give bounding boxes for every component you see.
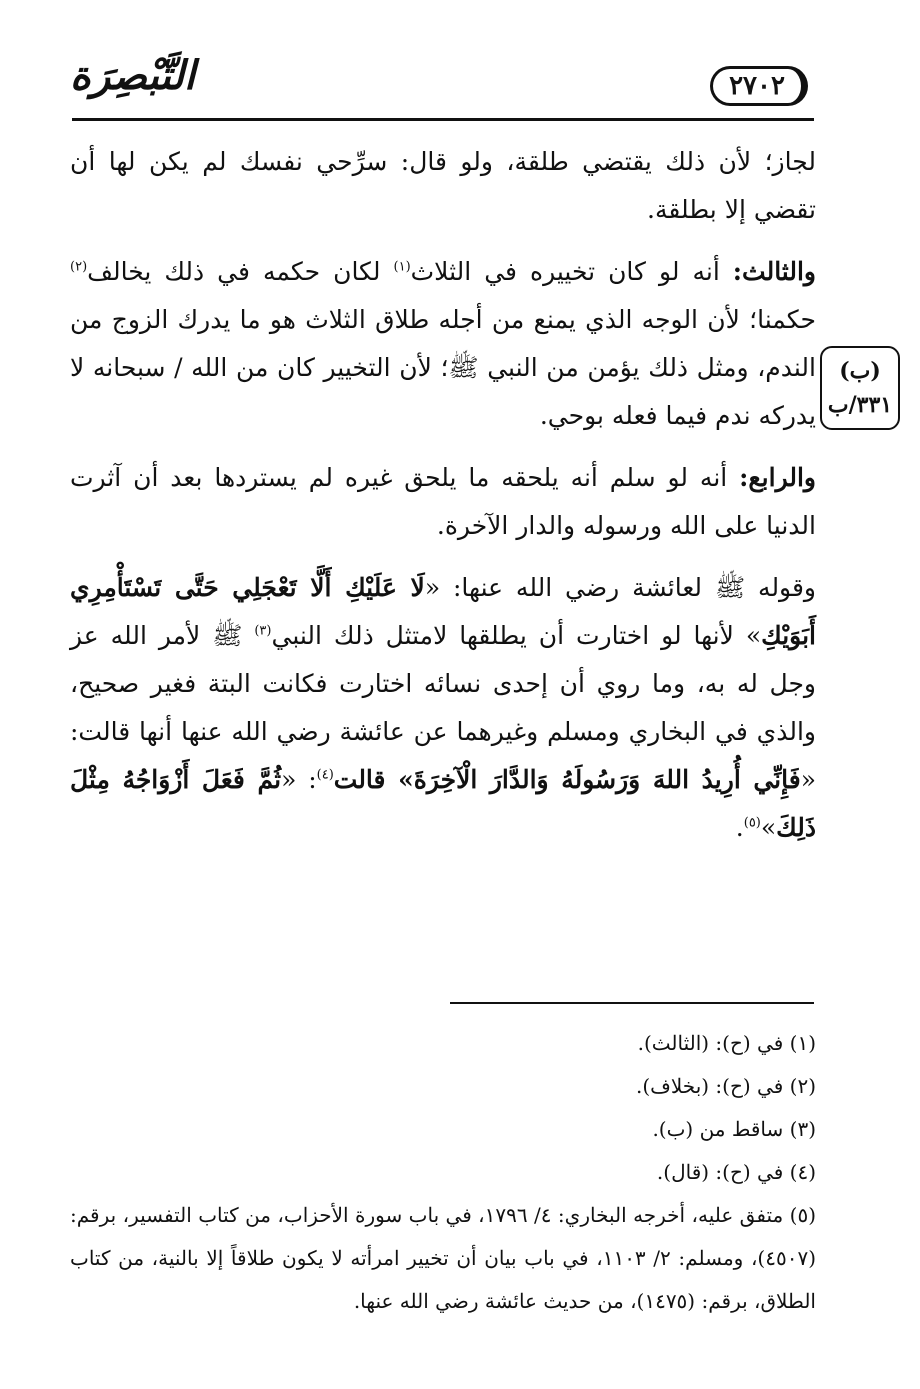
footnote-ref-2: (٢) (70, 259, 88, 275)
paragraph-2 (70, 248, 816, 440)
header-rule (72, 118, 814, 121)
hadith-quote: ثُمَّ فَعَلَ أَزْوَاجُهُ مِثْلَ ذَلِكَ (70, 765, 816, 842)
paragraph-text: أنه لو كان تخييره في الثلاث (410, 257, 733, 286)
footnote-ref-5: (٥) (743, 815, 761, 831)
footnote-2: (٢) في (ح): (بخلاف). (635, 1074, 816, 1098)
paragraph-text: حكمنا؛ لأن الوجه الذي يمنع من أجله طلاق الثلاث هو ما يدرك الزوج من الندم، ومثل ذلك يؤمن من النبي ﷺ؛ لأن التخيير كان من الله / سبحانه لا يدركه ندم فيما فعله بوحي. (70, 305, 816, 430)
paragraph-4 (70, 564, 816, 852)
footnote-ref-1: (١) (393, 259, 411, 275)
paragraph-text: » (760, 813, 777, 842)
paragraph-text: أنه لو سلم أنه يلحقه ما يلحق غيره لم يستردها بعد أن آثرت الدنيا على الله ورسوله والدار الآخرة. (70, 463, 816, 540)
paragraph-text: » لأنها لو اختارت أن يطلقها لامتثل ذلك النبي (271, 621, 762, 650)
paragraph-text: لكان حكمه في ذلك يخالف (87, 257, 394, 286)
paragraph-text: » قالت (333, 765, 414, 794)
paragraph-text: ﷺ لأمر الله عز وجل له به، وما روي أن إحدى نسائه اختارت فكانت البتة فغير صحيح، والذي في البخاري ومسلم وغيرهما عن عائشة رضي الله عنها أنها قالت: « (70, 621, 817, 794)
hadith-quote: فَإِنِّي أُرِيدُ اللهَ وَرَسُولَهُ وَالدَّارَ الْآخِرَةَ (413, 765, 801, 794)
footnote-5: (٥) متفق عليه، أخرجه البخاري: ٤/ ١٧٩٦، في باب سورة الأحزاب، من كتاب التفسير، برقم: (٤٥٠٧)، ومسلم: ٢/ ١١٠٣، في باب بيان أن تخيير امرأته لا يكون طلاقاً إلا بالنية، من كتاب الطلاق، برقم: (١٤٧٥)، من حديث عائشة رضي الله عنها. (70, 1203, 816, 1313)
margin-note-line-2: ٣٣١/ب (827, 392, 893, 418)
footnote-separator (450, 1002, 814, 1004)
footnote-ref-3: (٣) (254, 623, 272, 639)
footnote-ref-4: (٤) (316, 767, 334, 783)
paragraph-text: لجاز؛ لأن ذلك يقتضي طلقة، ولو قال: سرِّحي نفسك لم يكن لها أن تقضي إلا بطلقة. (70, 147, 816, 224)
paragraph-lead: والرابع: (739, 463, 816, 492)
footnote-1: (١) في (ح): (الثالث). (637, 1031, 816, 1055)
footnote-3: (٣) ساقط من (ب). (652, 1117, 816, 1141)
paragraph-text: وقوله ﷺ لعائشة رضي الله عنها: « (424, 573, 816, 602)
footnote-4: (٤) في (ح): (قال). (656, 1160, 816, 1184)
main-text (70, 138, 816, 866)
paragraph-text: . (735, 813, 744, 842)
margin-note-line-1: (ب) (839, 358, 881, 384)
paragraph-lead: والثالث: (732, 257, 816, 286)
page-number: ٢٧٠٢ (710, 66, 808, 106)
footnotes (70, 1022, 816, 1323)
hadith-quote: لَا عَلَيْكِ أَلَّا تَعْجَلِي حَتَّى تَسْتَأْمِرِي أَبَوَيْكِ (70, 573, 816, 650)
running-header-title: التَّبْصِرَة (70, 52, 196, 99)
paragraph-1 (70, 138, 816, 234)
paragraph-3 (70, 454, 816, 550)
paragraph-text: : « (281, 765, 317, 794)
margin-note (820, 346, 900, 430)
